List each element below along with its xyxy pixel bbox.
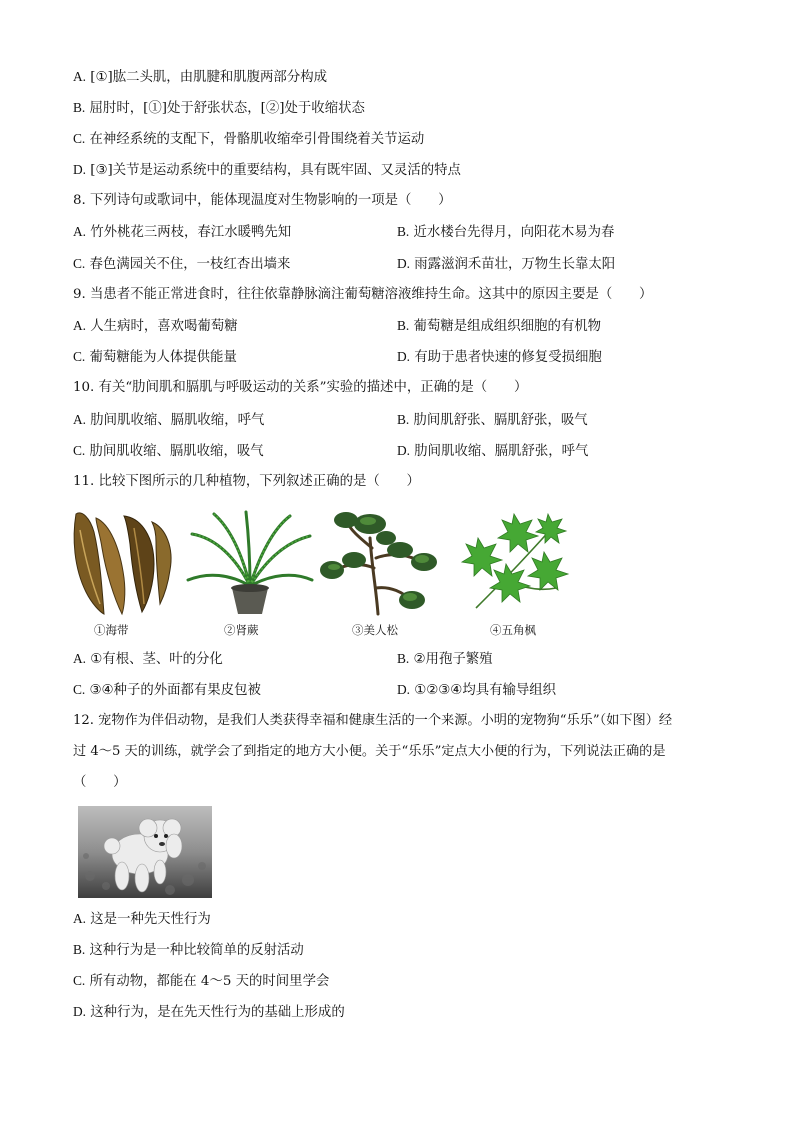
q12-stem-line1: 12. 宠物作为伴侣动物，是我们人类获得幸福和健康生活的一个来源。小明的宠物狗“乐乐”（如下图）经 <box>73 713 673 728</box>
q9-option-a: A. 人生病时，喜欢喝葡萄糖 <box>73 318 238 334</box>
q7-option-d: D. [③]关节是运动系统中的重要结构，具有既牢固、又灵活的特点 <box>73 162 461 178</box>
q10-option-a: A. 肋间肌收缩、膈肌收缩，呼气 <box>73 412 265 428</box>
q10-option-d: D. 肋间肌收缩、膈肌舒张，呼气 <box>397 443 589 459</box>
q7-option-c: C. 在神经系统的支配下，骨骼肌收缩牵引骨围绕着关节运动 <box>73 131 425 147</box>
q8-option-b: B. 近水楼台先得月，向阳花木易为春 <box>397 224 615 240</box>
q8-option-c: C. 春色满园关不住，一枝红杏出墙来 <box>73 256 291 272</box>
maple-illustration <box>456 508 572 616</box>
caption-maple: ④五角枫 <box>490 623 536 637</box>
q9-option-b: B. 葡萄糖是组成组织细胞的有机物 <box>397 318 602 334</box>
caption-pine: ③美人松 <box>352 623 398 637</box>
q11-stem: 11. 比较下图所示的几种植物，下列叙述正确的是（ ） <box>73 474 420 489</box>
q8-option-d: D. 雨露滋润禾苗壮，万物生长靠太阳 <box>397 256 616 272</box>
fern-illustration <box>186 508 314 616</box>
q11-option-c: C. ③④种子的外面都有果皮包被 <box>73 682 261 698</box>
q11-option-a: A. ①有根、茎、叶的分化 <box>73 651 223 667</box>
q9-option-d: D. 有助于患者快速的修复受损细胞 <box>397 349 602 365</box>
q8-stem: 8. 下列诗句或歌词中，能体现温度对生物影响的一项是（ ） <box>73 193 452 208</box>
pine-illustration <box>320 508 438 616</box>
caption-kelp: ①海带 <box>94 623 129 637</box>
q11-option-d: D. ①②③④均具有输导组织 <box>397 682 557 698</box>
kelp-illustration <box>70 508 176 616</box>
q10-option-b: B. 肋间肌舒张、膈肌舒张，吸气 <box>397 412 588 428</box>
q12-option-d: D. 这种行为，是在先天性行为的基础上形成的 <box>73 1004 345 1020</box>
q11-option-b: B. ②用孢子繁殖 <box>397 651 493 667</box>
q12-option-c: C. 所有动物，都能在 4～5 天的时间里学会 <box>73 973 330 989</box>
q10-option-c: C. 肋间肌收缩、膈肌收缩，吸气 <box>73 443 264 459</box>
caption-fern: ②肾蕨 <box>224 623 259 637</box>
q7-option-a: A. [①]肱二头肌，由肌腱和肌腹两部分构成 <box>73 69 327 85</box>
q9-stem: 9. 当患者不能正常进食时，往往依靠静脉滴注葡萄糖溶液维持生命。这其中的原因主要是（ ） <box>73 287 653 302</box>
q12-stem-line2: 过 4～5 天的训练，就学会了到指定的地方大小便。关于“乐乐”定点大小便的行为，下列说法正确的是 <box>73 744 666 759</box>
dog-photo <box>78 806 212 898</box>
q12-option-a: A. 这是一种先天性行为 <box>73 911 211 927</box>
q12-stem-line3: （ ） <box>73 775 127 790</box>
q12-option-b: B. 这种行为是一种比较简单的反射活动 <box>73 942 304 958</box>
q7-option-b: B. 屈肘时，[①]处于舒张状态，[②]处于收缩状态 <box>73 100 365 116</box>
q10-stem: 10. 有关“肋间肌和膈肌与呼吸运动的关系”实验的描述中，正确的是（ ） <box>73 380 528 395</box>
q9-option-c: C. 葡萄糖能为人体提供能量 <box>73 349 237 365</box>
q8-option-a: A. 竹外桃花三两枝，春江水暖鸭先知 <box>73 224 292 240</box>
